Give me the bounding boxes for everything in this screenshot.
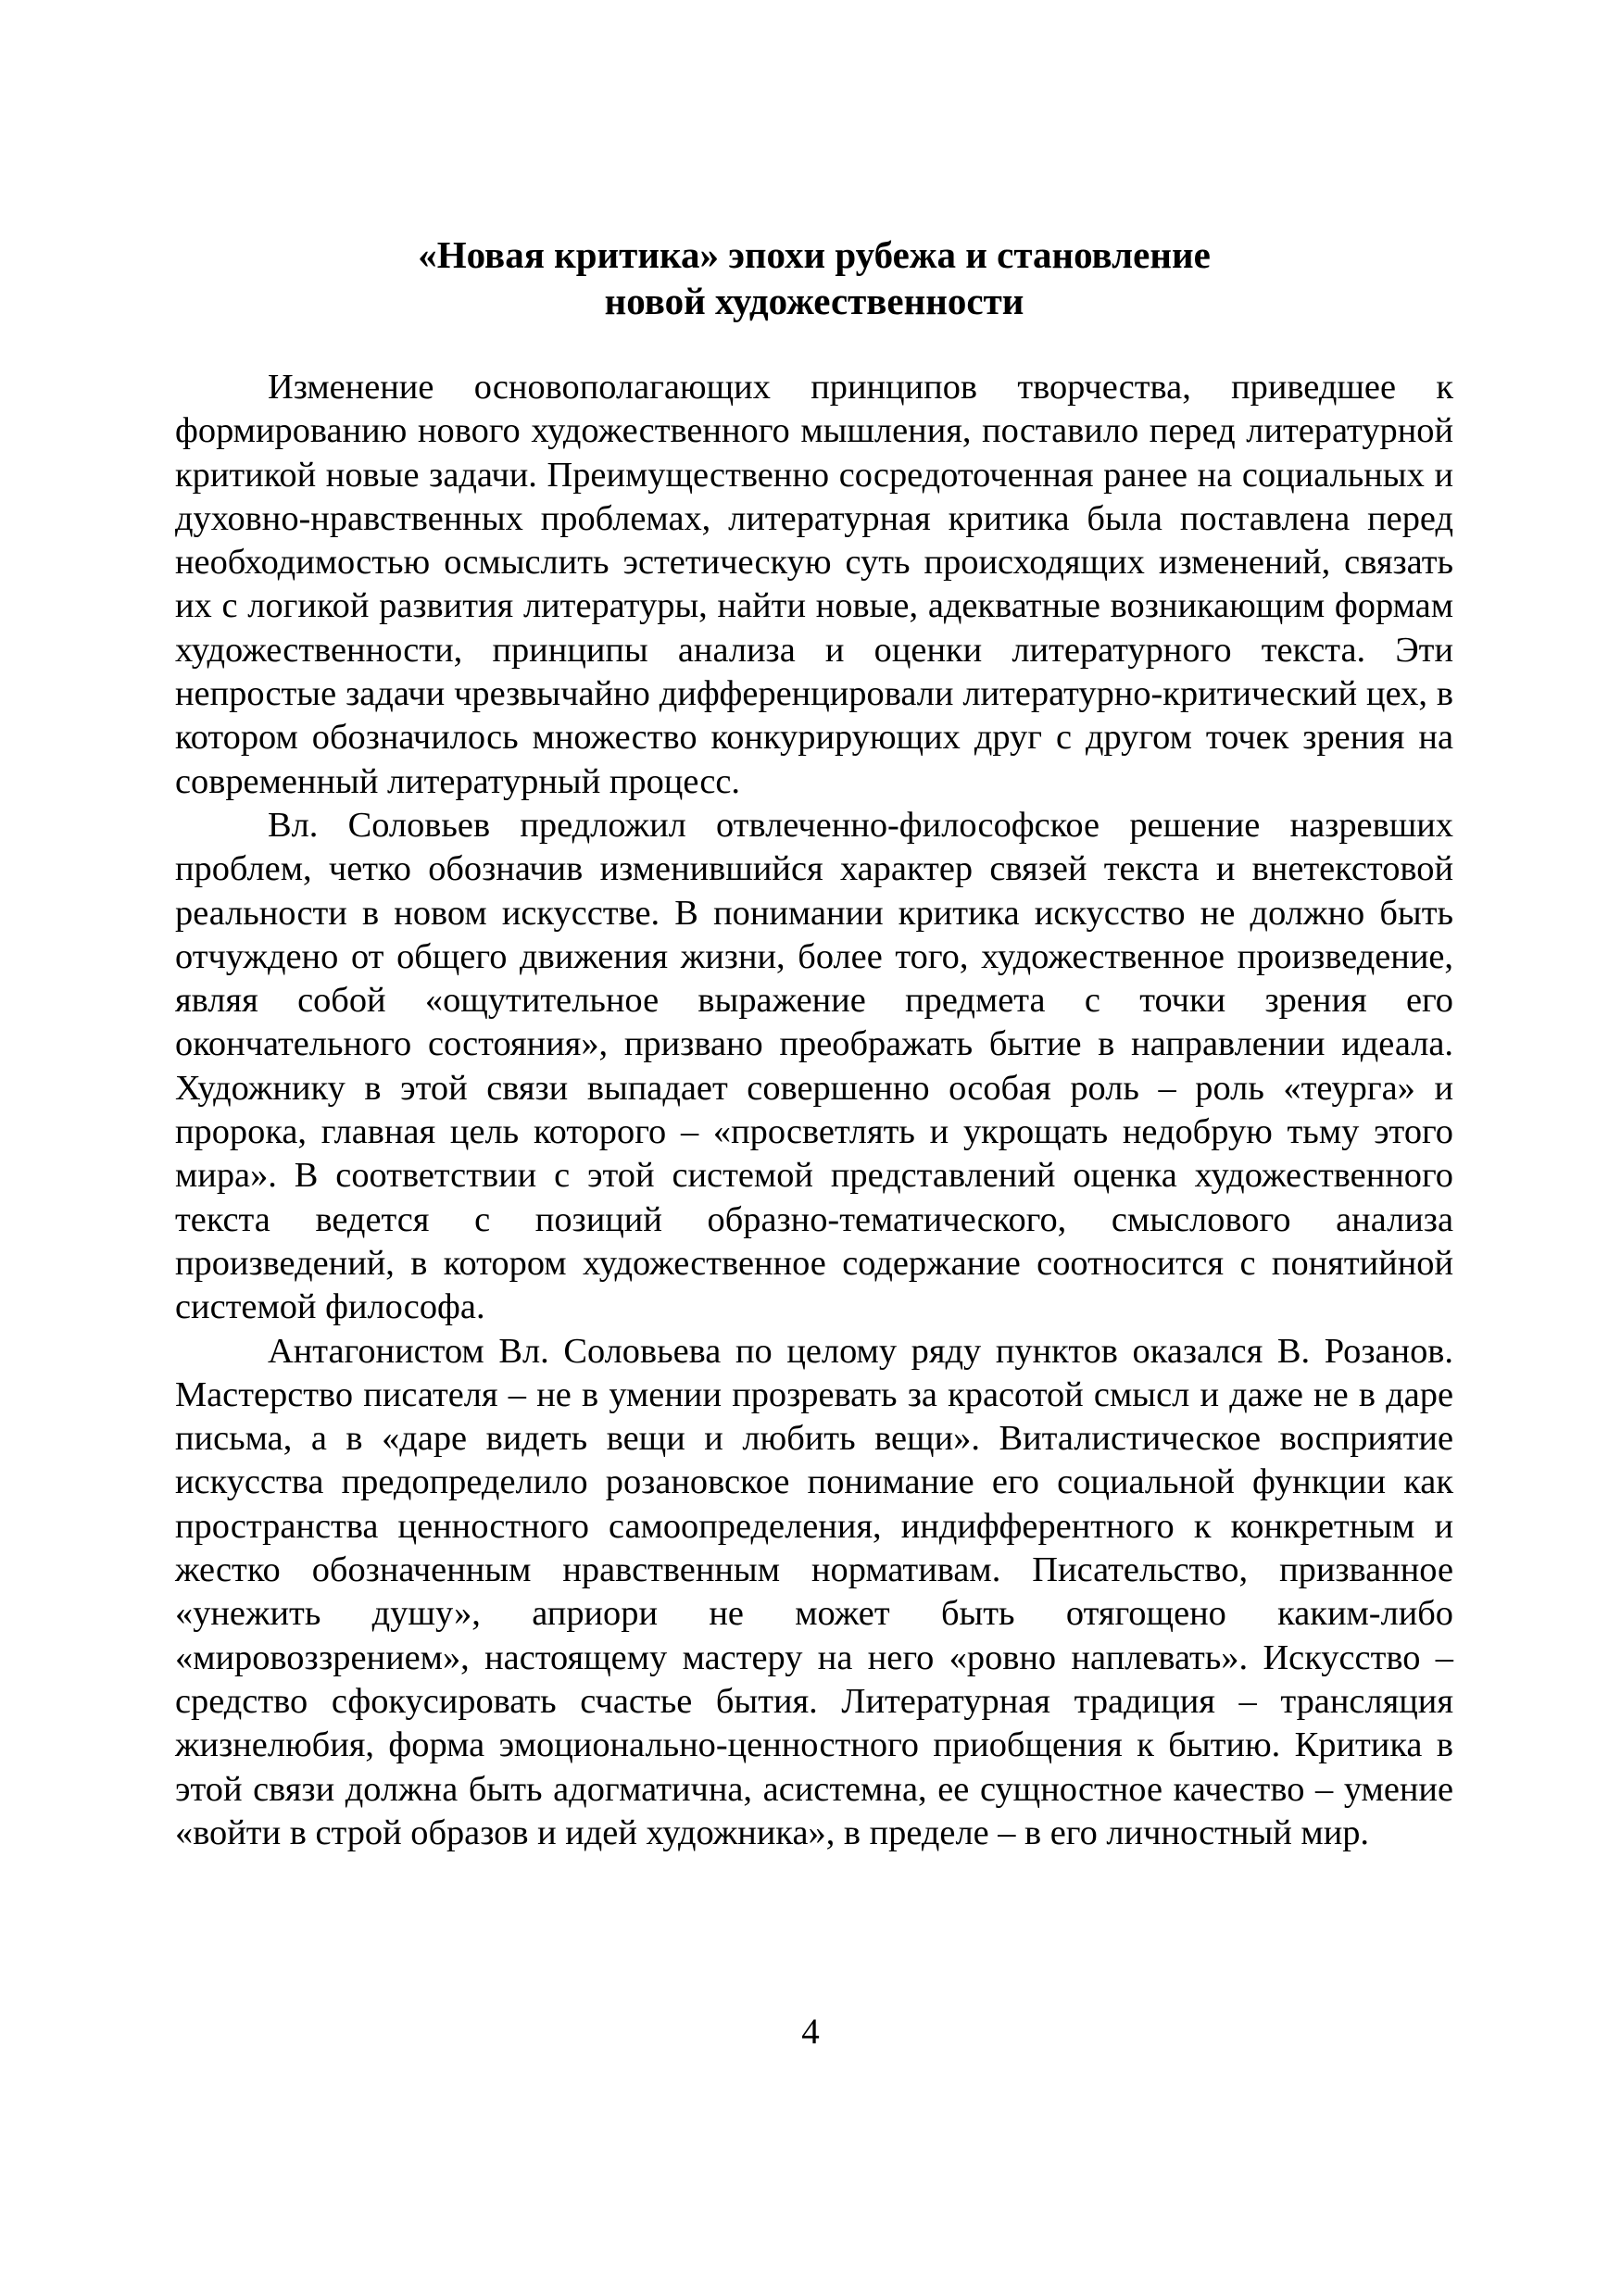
page-content: [175, 232, 1453, 1855]
chapter-title: [175, 232, 1453, 324]
paragraph-1: Изменение основополагающих принципов творчества, приведшее к формированию нового художественного мышления, поставило перед литературной критикой новые задачи. Преимущественно сосредоточенная ранее на социальных и духовно-нравственных проблемах, литературная критика была поставлена перед необходимостью осмыслить эстетическую суть происходящих изменений, связать их с логикой развития литературы, найти новые, адекватные возникающим формам художественности, принципы анализа и оценки литературного текста. Эти непростые задачи чрезвычайно дифференцировали литературно-критический цех, в котором обозначилось множество конкурирующих друг с другом точек зрения на современный литературный процесс.: [175, 368, 1453, 801]
chapter-title-line-2: новой художественности: [604, 280, 1024, 322]
chapter-title-line-1: «Новая критика» эпохи рубежа и становление: [418, 233, 1211, 276]
paragraph-2: Вл. Соловьев предложил отвлеченно-философское решение назревших проблем, четко обозначив изменившийся характер связей текста и внетекстовой реальности в новом искусстве. В понимании критика искусство не должно быть отчуждено от общего движения жизни, более того, художественное произведение, являя собой «ощутительное выражение предмета с точки зрения его окончательного состояния», призвано преображать бытие в направлении идеала. Художнику в этой связи выпадает совершенно особая роль – роль «теурга» и пророка, главная цель которого – «просветлять и укрощать недобрую тьму этого мира». В соответствии с этой системой представлений оценка художественного текста ведется с позиций образно-тематического, смыслового анализа произведений, в котором художественное содержание соотносится с понятийной системой философа.: [175, 805, 1453, 1327]
paragraph-3: Антагонистом Вл. Соловьева по целому ряду пунктов оказался В. Розанов. Мастерство писателя – не в умении прозревать за красотой смысл и даже не в даре письма, а в «даре видеть вещи и любить вещи». Виталистическое восприятие искусства предопределило розановское понимание его социальной функции как пространства ценностного самоопределения, индифферентного к конкретным и жестко обозначенным нравственным нормативам. Писательство, призванное «унежить душу», априори не может быть отягощено каким-либо «мировоззрением», настоящему мастеру на него «ровно наплевать». Искусство – средство сфокусировать счастье бытия. Литературная традиция – трансляция жизнелюбия, форма эмоционально-ценностного приобщения к бытию. Критика в этой связи должна быть адогматична, асистемна, ее сущностное качество – умение «войти в строй образов и идей художника», в пределе – в его личностный мир.: [175, 1331, 1453, 1852]
page-number: 4: [801, 2012, 820, 2051]
body-text: [175, 366, 1453, 1855]
